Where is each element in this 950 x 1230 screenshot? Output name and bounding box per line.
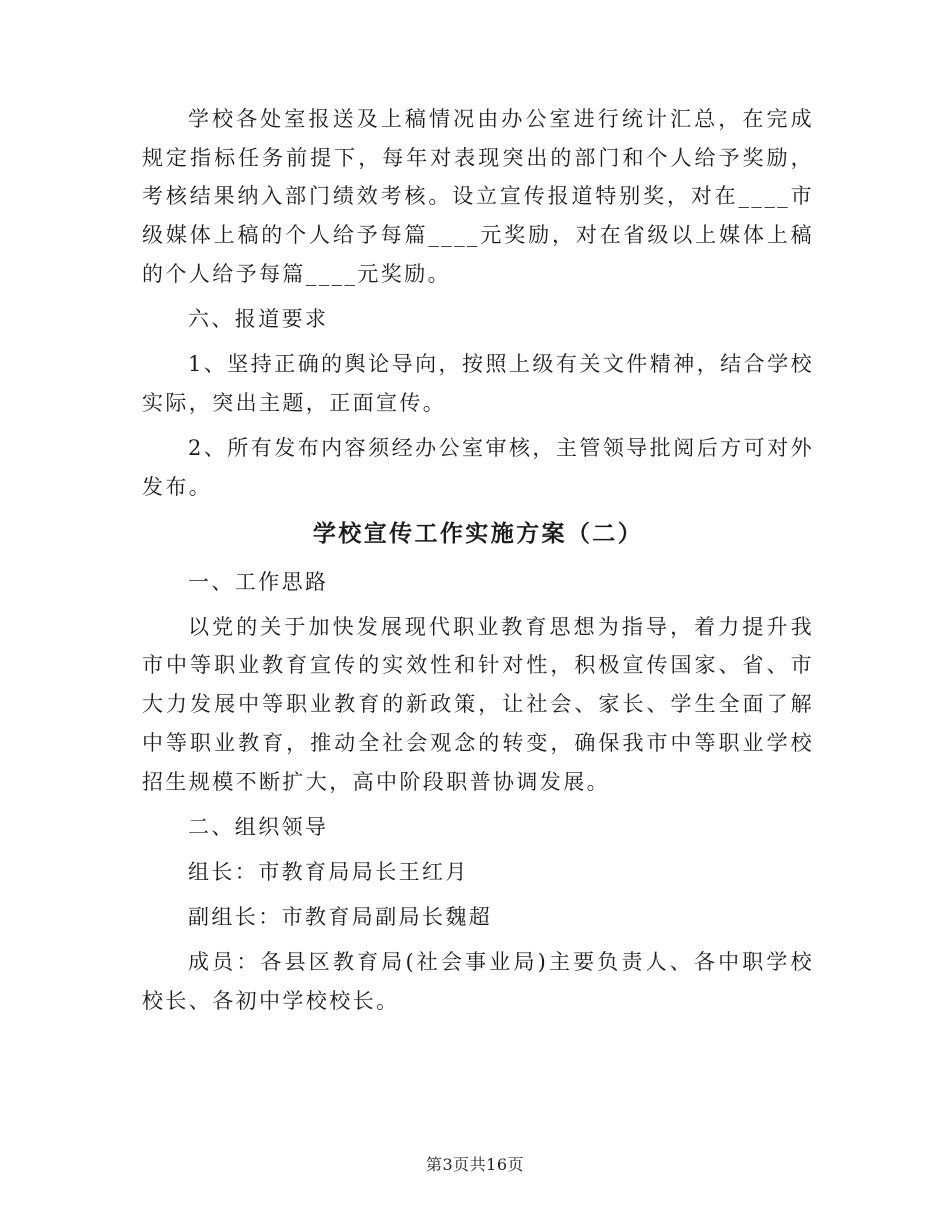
- paragraph-requirement-1: 1、坚持正确的舆论导向，按照上级有关文件精神，结合学校实际，突出主题，正面宣传。: [142, 352, 814, 415]
- section-title: 学校宣传工作实施方案（二）: [312, 519, 644, 547]
- paragraph-work-approach: 以党的关于加快发展现代职业教育思想为指导，着力提升我市中等职业教育宣传的实效性和针对性，积极宣传国家、省、市大力发展中等职业教育的新政策，让社会、家长、学生全面了解中等职业教育，推动全社会观念的转变，确保我市中等职业学校招生规模不断扩大，高中阶段职普协调发展。: [142, 614, 814, 794]
- paragraph-team-leader: 组长：市教育局局长王红月: [188, 859, 469, 884]
- page-number: 第3页共16页: [425, 1155, 525, 1174]
- paragraph-requirement-2: 2、所有发布内容须经办公室审核，主管领导批阅后方可对外发布。: [142, 436, 814, 499]
- paragraph-members: 成员：各县区教育局(社会事业局)主要负责人、各中职学校校长、各初中学校校长。: [142, 950, 814, 1014]
- heading-work-approach: 一、工作思路: [188, 569, 329, 594]
- paragraph-deputy-leader: 副组长：市教育局副局长魏超: [188, 905, 493, 930]
- document-body: [142, 100, 814, 1027]
- heading-leadership: 二、组织领导: [188, 814, 329, 839]
- paragraph-rewards: 学校各处室报送及上稿情况由办公室进行统计汇总，在完成规定指标任务前提下，每年对表现突出的部门和个人给予奖励，考核结果纳入部门绩效考核。设立宣传报道特别奖，对在____市级媒体上稿的个人给予每篇____元奖励，对在省级以上媒体上稿的个人给予每篇____元奖励。: [142, 107, 814, 286]
- heading-reporting-requirements: 六、报道要求: [188, 307, 329, 332]
